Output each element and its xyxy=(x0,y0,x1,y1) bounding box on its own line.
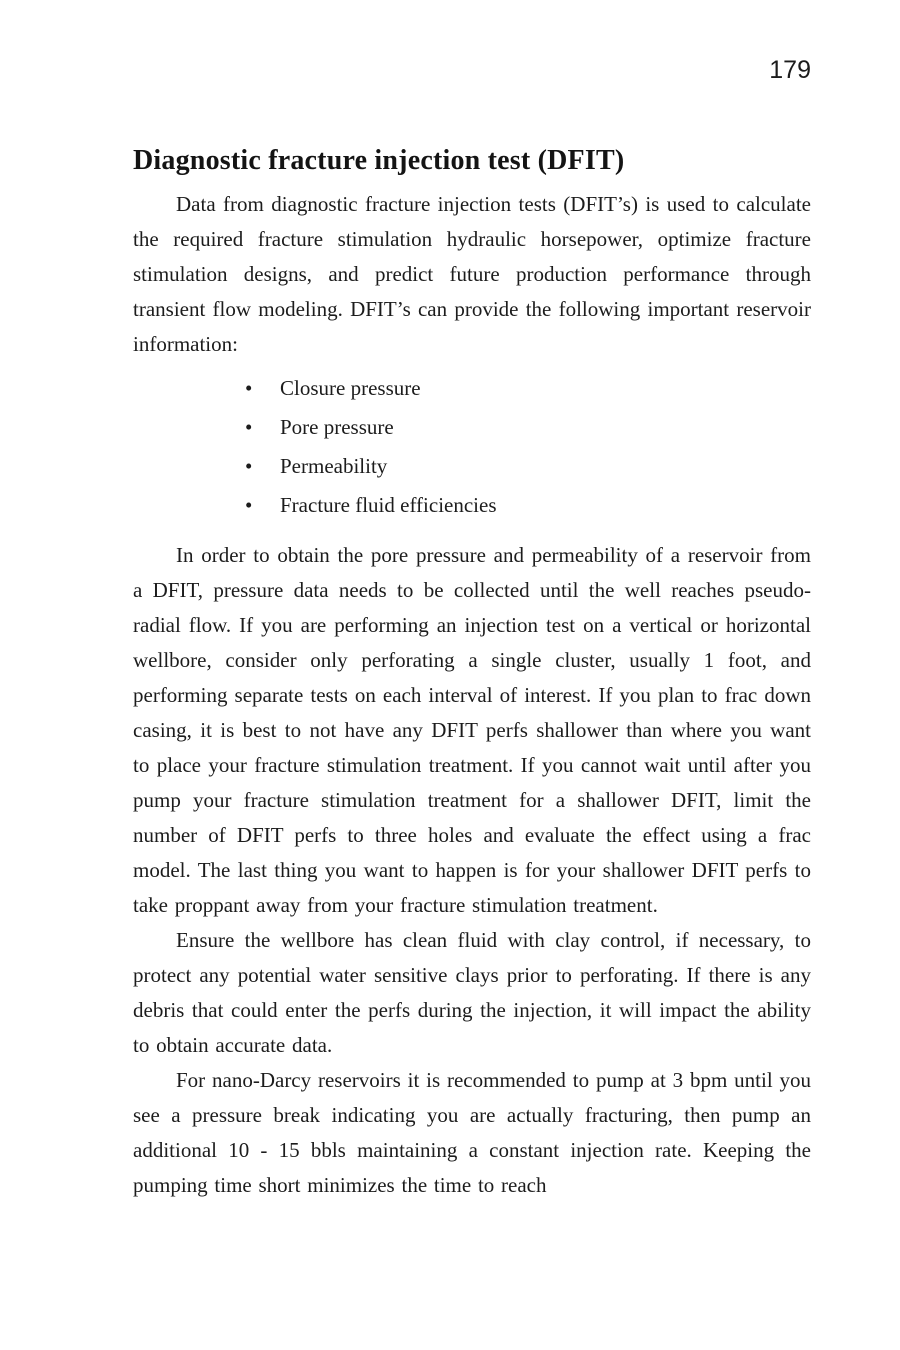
paragraph-wellbore-fluid: Ensure the wellbore has clean fluid with clay control, if necessary, to protect any potential water sensitive clays prior to perforating. If there is any debris that could enter the perfs during the injection, it will impact the ability to obtain accurate data. xyxy=(133,928,811,1057)
bullet-icon: • xyxy=(245,493,253,517)
list-item-text: Fracture fluid efficiencies xyxy=(280,493,497,517)
list-item-text: Pore pressure xyxy=(280,415,394,439)
list-item-text: Closure pressure xyxy=(280,376,421,400)
paragraph-procedure: In order to obtain the pore pressure and permeability of a reservoir from a DFIT, pressure data needs to be collected until the well reaches pseudo-radial flow. If you are performing an injection test on a vertical or horizontal wellbore, consider only perforating a single cluster, usually 1 foot, and performing separate tests on each interval of interest. If you plan to frac down casing, it is best to not have any DFIT perfs shallower than where you want to place your fracture stimulation treatment. If you cannot wait until after you pump your fracture stimulation treatment for a shallower DFIT, limit the number of DFIT perfs to three holes and evaluate the effect using a frac model. The last thing you want to happen is for your shallower DFIT perfs to take proppant away from your fracture stimulation treatment. xyxy=(133,543,811,917)
paragraph-intro: Data from diagnostic fracture injection tests (DFIT’s) is used to calculate the required fracture stimulation hydraulic horsepower, optimize fracture stimulation designs, and predict future production performance through transient flow modeling. DFIT’s can provide the following important reservoir information: xyxy=(133,192,811,356)
list-item xyxy=(133,408,811,447)
bullet-icon: • xyxy=(245,376,253,400)
list-item-text: Permeability xyxy=(280,454,388,478)
list-item xyxy=(133,447,811,486)
bullet-icon: • xyxy=(245,454,253,478)
section-heading: Diagnostic fracture injection test (DFIT) xyxy=(133,145,625,176)
page-number: 179 xyxy=(769,56,811,84)
paragraph-pump-rate: For nano-Darcy reservoirs it is recommended to pump at 3 bpm until you see a pressure break indicating you are actually fracturing, then pump an additional 10 - 15 bbls maintaining a constant injection rate. Keeping the pumping time short minimizes the time to reach xyxy=(133,1068,811,1197)
list-item xyxy=(133,486,811,525)
bullet-icon: • xyxy=(245,415,253,439)
list-item xyxy=(133,369,811,408)
reservoir-info-bullet-list xyxy=(133,369,811,525)
